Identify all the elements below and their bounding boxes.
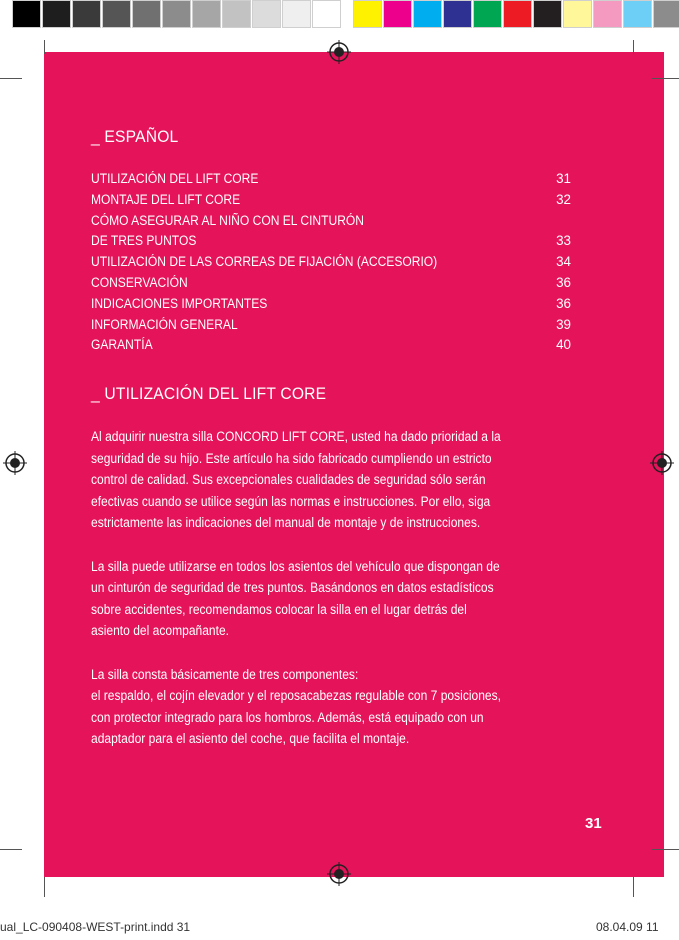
color-swatch (42, 0, 71, 28)
color-swatch (12, 0, 41, 28)
color-swatch (413, 0, 442, 28)
color-swatch (473, 0, 502, 28)
registration-mark-icon (327, 40, 351, 64)
toc-entry-page (549, 211, 571, 232)
paragraph-line: el respaldo, el cojín elevador y el reposacabezas regulable con 7 posiciones, (91, 688, 502, 704)
toc-entry-title: INFORMACIÓN GENERAL (91, 316, 238, 332)
toc-entry (91, 231, 571, 252)
paragraph-line: La silla puede utilizarse en todos los asientos del vehículo que dispongan de (91, 558, 500, 574)
toc-entry-title: MONTAJE DEL LIFT CORE (91, 191, 241, 207)
table-of-contents (91, 169, 611, 356)
color-swatch (563, 0, 592, 28)
toc-entry-page: 36 (556, 274, 571, 290)
color-swatch (533, 0, 562, 28)
toc-entry-page: 34 (556, 254, 571, 270)
toc-entry-title: CÓMO ASEGURAR AL NIÑO CON EL CINTURÓN (91, 212, 364, 228)
color-swatch (252, 0, 281, 28)
toc-entry (91, 252, 571, 273)
toc-entry (91, 211, 571, 232)
toc-entry (91, 335, 571, 356)
crop-mark (652, 849, 679, 850)
color-swatch (282, 0, 311, 28)
color-swatch (653, 0, 679, 28)
crop-mark (44, 877, 45, 897)
section-title: _ ESPAÑOL (91, 127, 179, 146)
color-swatch (443, 0, 472, 28)
crop-mark (0, 849, 22, 850)
color-swatch (623, 0, 652, 28)
crop-mark (0, 78, 22, 79)
page-content (91, 127, 611, 750)
toc-entry-title: UTILIZACIÓN DE LAS CORREAS DE FIJACIÓN (ACCESORIO) (91, 254, 438, 270)
toc-entry-title: UTILIZACIÓN DEL LIFT CORE (91, 171, 259, 186)
color-swatch (72, 0, 101, 28)
color-swatch (593, 0, 622, 28)
paragraph-line: un cinturón de seguridad de tres puntos. Basándonos en datos estadísticos (91, 580, 494, 596)
color-swatch (222, 0, 251, 28)
color-swatch (353, 0, 382, 28)
color-swatch (383, 0, 412, 28)
crop-mark (652, 78, 679, 79)
registration-mark-icon (3, 451, 27, 475)
paragraph-line: adaptador para el asiento del coche, que facilita el montaje. (91, 731, 410, 747)
toc-entry-page: 36 (556, 295, 571, 311)
toc-entry (91, 190, 571, 211)
color-swatch (312, 0, 341, 28)
paragraph (91, 556, 611, 642)
toc-entry (91, 169, 571, 190)
section2-title: _ UTILIZACIÓN DEL LIFT CORE (91, 384, 327, 404)
color-calibration-bar (12, 0, 679, 30)
paragraph (91, 664, 611, 750)
toc-entry-title: GARANTÍA (91, 337, 153, 353)
toc-entry-page: 32 (556, 191, 571, 207)
paragraph-line: con protector integrado para los hombros. Además, está equipado con un (91, 709, 484, 725)
toc-entry-page: 39 (556, 316, 571, 332)
crop-mark (633, 877, 634, 897)
color-swatch (102, 0, 131, 28)
crop-mark (633, 40, 634, 54)
paragraph-line: asiento del acompañante. (91, 623, 230, 639)
paragraph-line: La silla consta básicamente de tres componentes: (91, 666, 359, 682)
toc-entry (91, 273, 571, 294)
toc-entry-title: CONSERVACIÓN (91, 274, 188, 290)
toc-entry-page: 40 (556, 337, 571, 353)
paragraph-line: sobre accidentes, recomendamos colocar la silla en el lugar detrás del (91, 601, 467, 617)
slug-date: 08.04.09 11 (596, 920, 659, 934)
color-swatch (503, 0, 532, 28)
body-text (91, 426, 611, 750)
paragraph-line: seguridad de su hijo. Este artículo ha sido fabricado cumpliendo un estricto (91, 450, 492, 466)
toc-entry-title: INDICACIONES IMPORTANTES (91, 295, 268, 311)
paragraph (91, 426, 611, 534)
toc-entry (91, 294, 571, 315)
toc-entry-page: 31 (556, 171, 571, 186)
page-number: 31 (585, 815, 602, 832)
paragraph-line: Al adquirir nuestra silla CONCORD LIFT CORE, usted ha dado prioridad a la (91, 429, 501, 445)
color-swatch (192, 0, 221, 28)
registration-mark-icon (327, 862, 351, 886)
slug-filename: ual_LC-090408-WEST-print.indd 31 (0, 920, 191, 934)
color-swatch (162, 0, 191, 28)
paragraph-line: estrictamente las indicaciones del manual de montaje y de instrucciones. (91, 515, 481, 531)
paragraph-line: efectivas cuando se utilice según las normas e instrucciones. Por ello, siga (91, 493, 491, 509)
toc-entry-page: 33 (556, 233, 571, 249)
toc-entry-title: DE TRES PUNTOS (91, 233, 197, 249)
crop-mark (44, 40, 45, 54)
registration-mark-icon (650, 451, 674, 475)
color-swatch (132, 0, 161, 28)
paragraph-line: control de calidad. Sus excepcionales cualidades de seguridad sólo serán (91, 472, 486, 488)
toc-entry (91, 315, 571, 336)
